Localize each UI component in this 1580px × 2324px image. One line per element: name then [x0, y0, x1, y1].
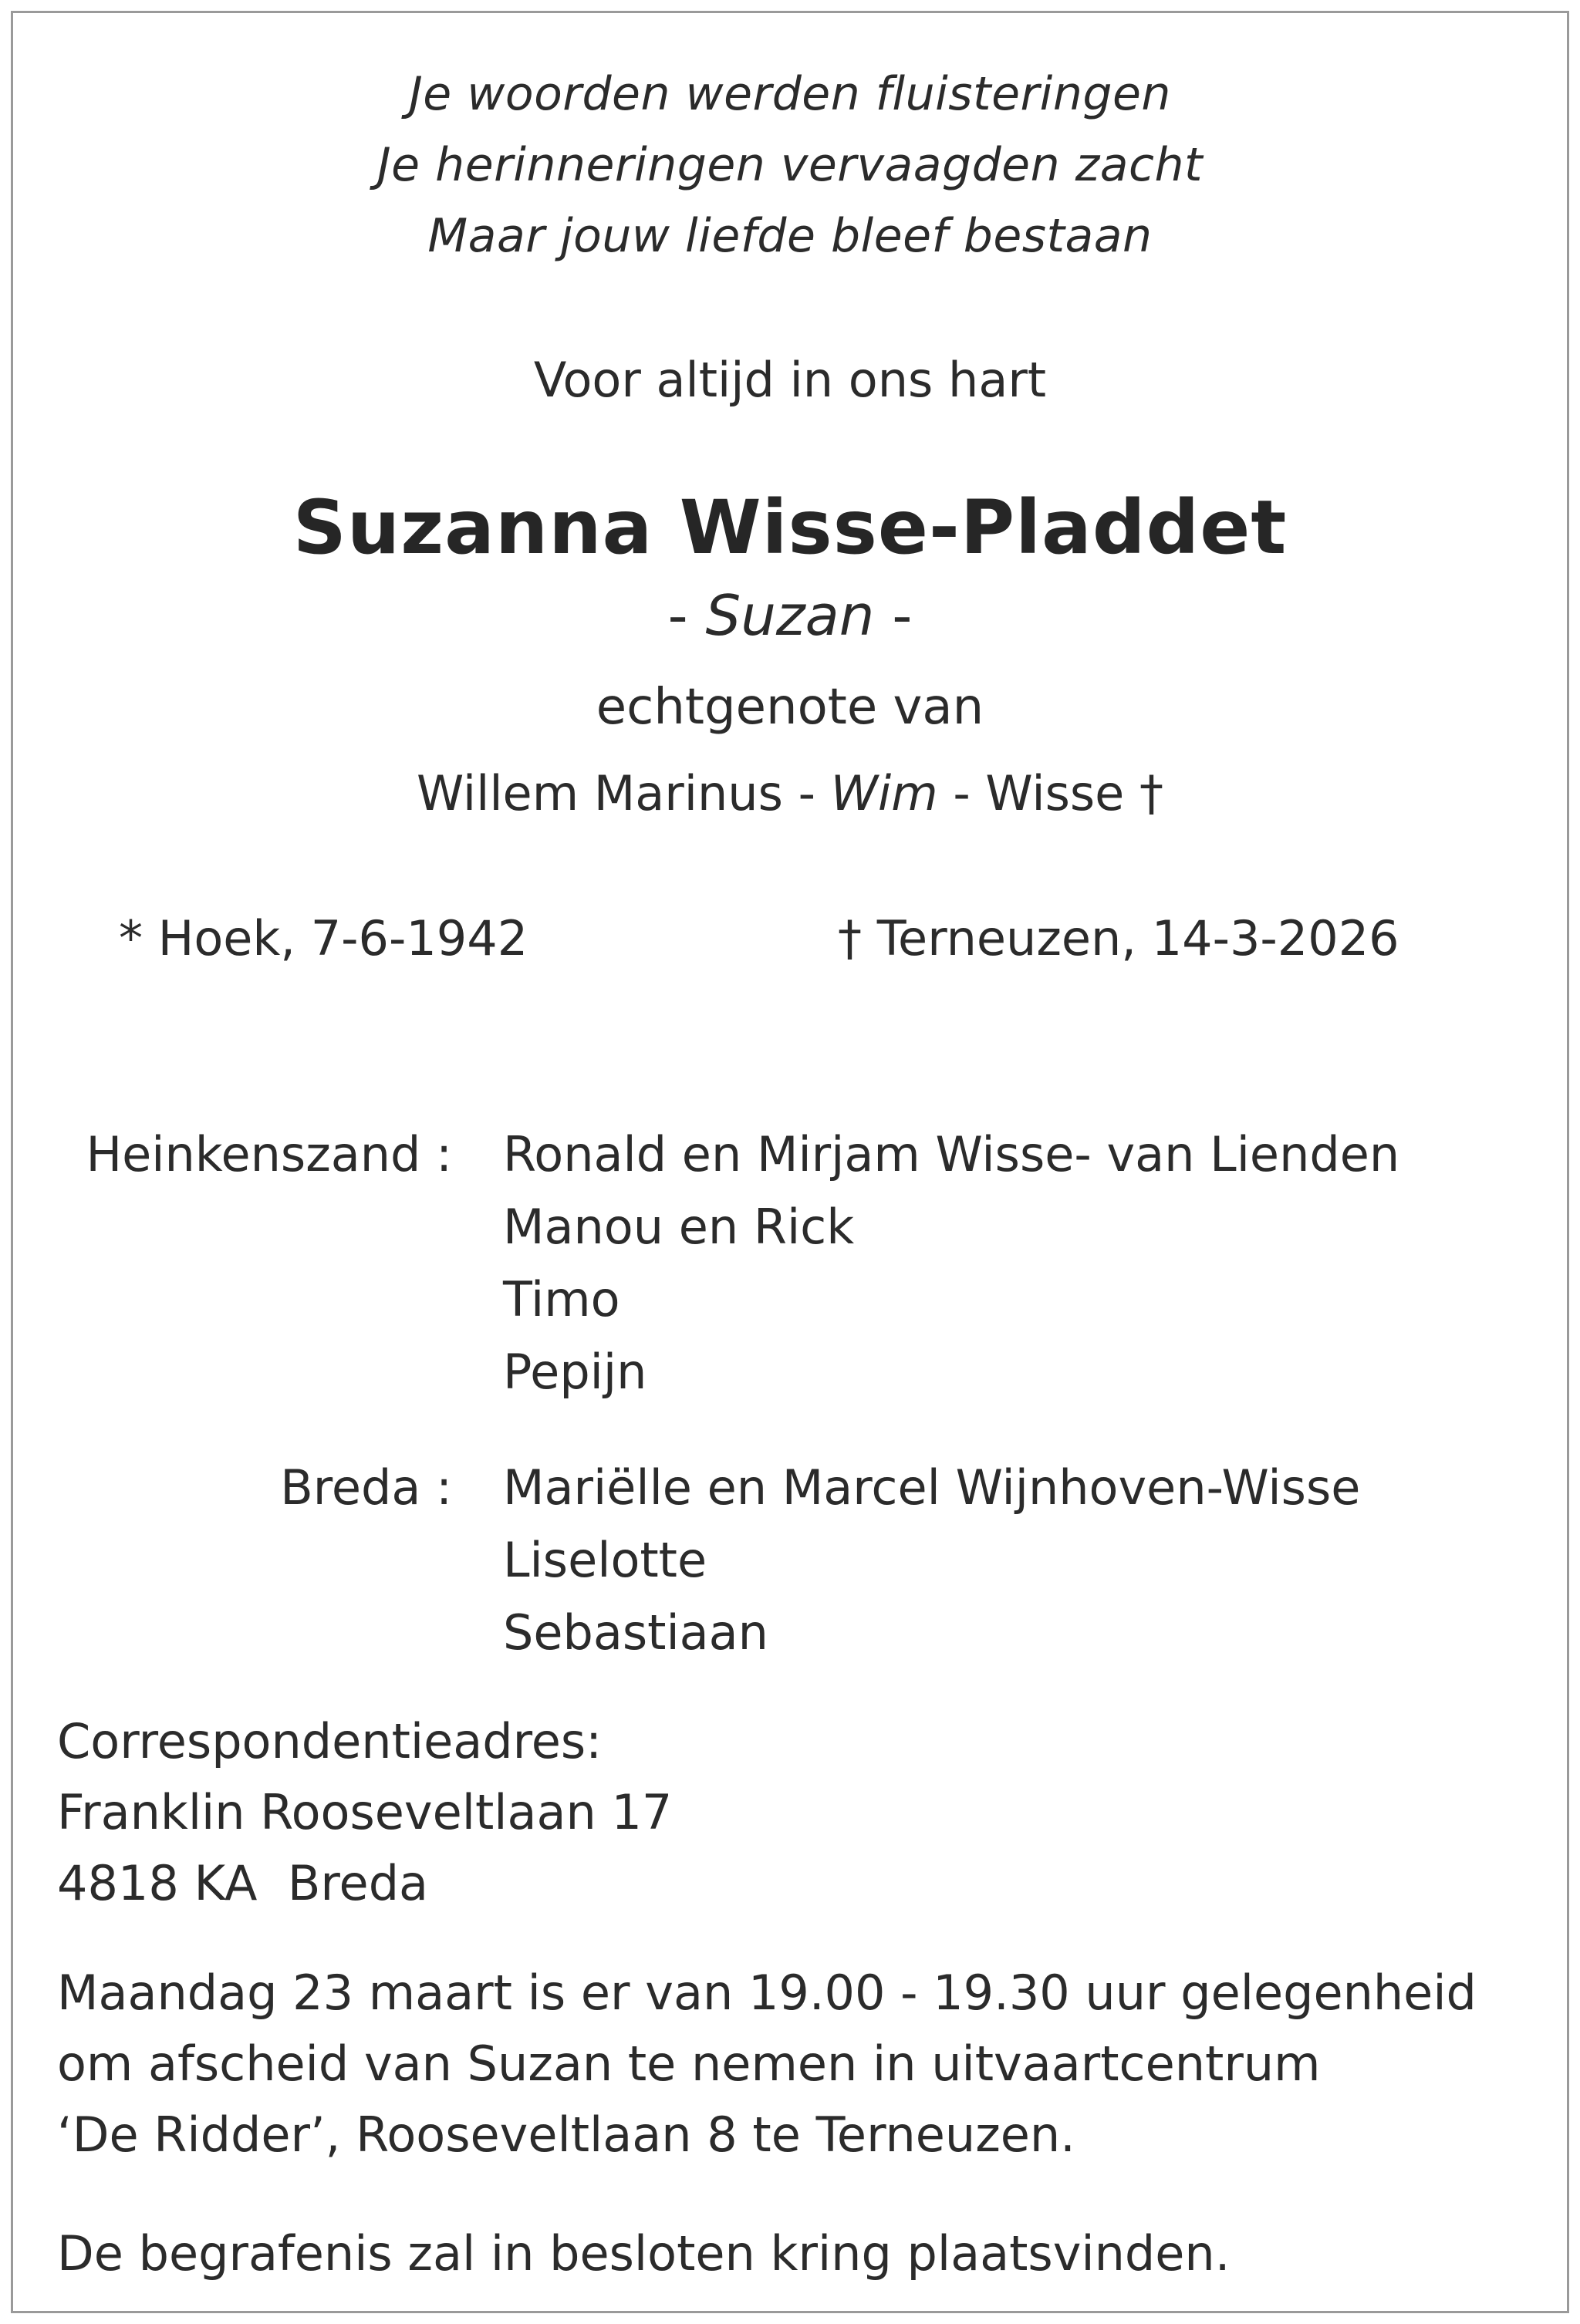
farewell-text: [57, 1958, 1477, 2171]
family-member: Pepijn: [503, 1344, 647, 1400]
family-member: Timo: [503, 1271, 620, 1327]
correspondence-city: 4818 KA Breda: [57, 1855, 429, 1911]
birth-date: * Hoek, 7-6-1942: [119, 910, 528, 966]
family-member: Mariëlle en Marcel Wijnhoven-Wisse: [503, 1459, 1361, 1516]
spouse-nickname: Wim: [830, 765, 938, 821]
burial-text: [57, 2218, 1230, 2289]
nickname-line: [0, 583, 1580, 648]
poem-line: Je herinneringen vervaagden zacht: [376, 138, 1203, 192]
family-names: [503, 1118, 1399, 1408]
spouse-name-first: Willem Marinus -: [416, 765, 831, 821]
farewell-line: ‘De Ridder’, Rooseveltlaan 8 te Terneuzen.: [57, 2106, 1075, 2163]
family-place: Heinkenszand :: [86, 1126, 452, 1182]
spouse-line: [0, 765, 1580, 821]
spouse-name-last: - Wisse †: [937, 765, 1164, 821]
correspondence-address: [57, 1706, 672, 1919]
family-member: Liselotte: [503, 1532, 707, 1588]
poem-line: Maar jouw liefde bleef bestaan: [427, 209, 1153, 263]
correspondence-street: Franklin Rooseveltlaan 17: [57, 1784, 673, 1840]
farewell-line: Maandag 23 maart is er van 19.00 - 19.30 uur gelegenheid: [57, 1965, 1477, 2021]
family-member: Manou en Rick: [503, 1199, 855, 1255]
deceased-name: Suzanna Wisse-Pladdet: [292, 484, 1288, 571]
nickname-suffix: -: [874, 583, 913, 648]
poem: [0, 59, 1580, 272]
poem-line: Je woorden werden fluisteringen: [409, 67, 1171, 121]
farewell-line: om afscheid van Suzan te nemen in uitvaartcentrum: [57, 2036, 1321, 2092]
family-member: Ronald en Mirjam Wisse- van Lienden: [503, 1126, 1400, 1182]
death-date: † Terneuzen, 14-3-2026: [838, 910, 1399, 966]
burial-line: De begrafenis zal in besloten kring plaatsvinden.: [57, 2225, 1231, 2282]
nickname-prefix: -: [667, 583, 706, 648]
spouse-label: echtgenote van: [596, 679, 984, 736]
nickname: Suzan: [705, 583, 875, 648]
correspondence-label: Correspondentieadres:: [57, 1713, 603, 1769]
tagline: Voor altijd in ons hart: [533, 352, 1047, 408]
family-names: [503, 1452, 1360, 1669]
family-member: Sebastiaan: [503, 1604, 768, 1661]
family-place: Breda :: [280, 1459, 452, 1516]
